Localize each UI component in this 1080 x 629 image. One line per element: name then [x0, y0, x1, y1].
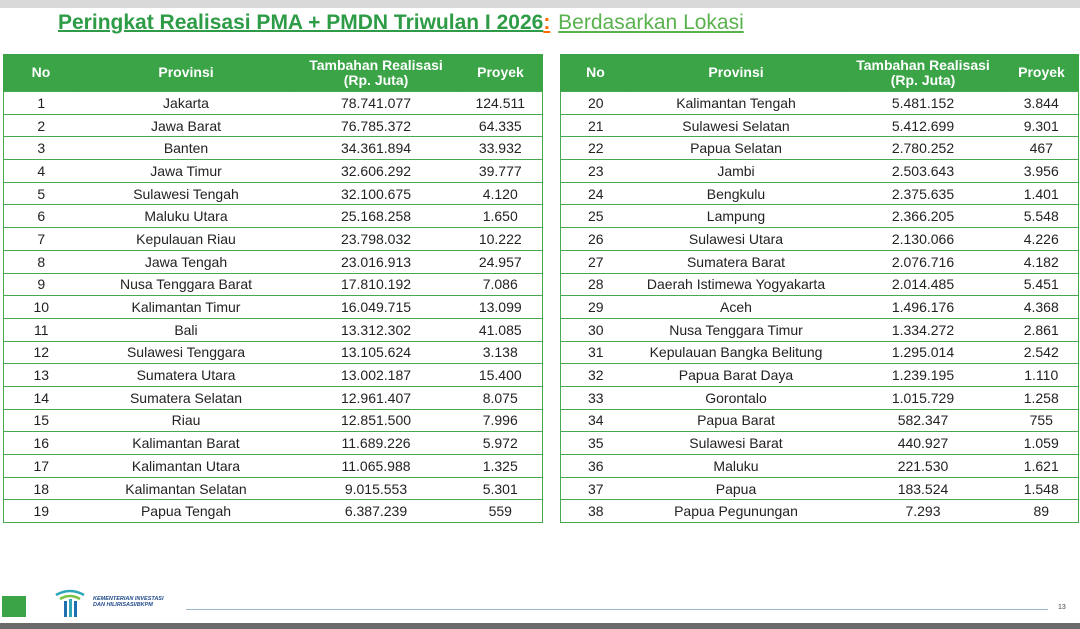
table-row	[4, 432, 543, 455]
cell-proyek: 3.138	[459, 341, 543, 364]
cell-no: 28	[561, 273, 631, 296]
table-row	[4, 364, 543, 387]
cell-provinsi: Papua Selatan	[631, 137, 842, 160]
cell-no: 18	[4, 477, 79, 500]
cell-proyek: 124.511	[459, 92, 543, 115]
cell-provinsi: Kalimantan Barat	[79, 432, 294, 455]
cell-proyek: 9.301	[1005, 114, 1079, 137]
table-row	[4, 182, 543, 205]
cell-provinsi: Sulawesi Utara	[631, 228, 842, 251]
cell-provinsi: Lampung	[631, 205, 842, 228]
page-number: 13	[1058, 604, 1066, 611]
cell-provinsi: Sulawesi Tenggara	[79, 341, 294, 364]
cell-realisasi: 1.239.195	[842, 364, 1005, 387]
slide-title	[58, 11, 744, 35]
table-header-row	[4, 54, 543, 92]
cell-realisasi: 2.366.205	[842, 205, 1005, 228]
cell-proyek: 41.085	[459, 318, 543, 341]
table-row	[561, 160, 1079, 183]
cell-provinsi: Kepulauan Riau	[79, 228, 294, 251]
cell-proyek: 4.226	[1005, 228, 1079, 251]
table-row	[4, 250, 543, 273]
cell-realisasi: 13.105.624	[294, 341, 459, 364]
cell-no: 24	[561, 182, 631, 205]
cell-no: 23	[561, 160, 631, 183]
cell-provinsi: Bengkulu	[631, 182, 842, 205]
cell-no: 12	[4, 341, 79, 364]
cell-proyek: 7.086	[459, 273, 543, 296]
table-row	[561, 296, 1079, 319]
table-row	[561, 455, 1079, 478]
cell-provinsi: Maluku Utara	[79, 205, 294, 228]
table-row	[561, 432, 1079, 455]
cell-no: 35	[561, 432, 631, 455]
cell-proyek: 559	[459, 500, 543, 523]
logo-text-line2: DAN HILIRISASI/BKPM	[93, 602, 153, 608]
cell-no: 3	[4, 137, 79, 160]
cell-realisasi: 1.015.729	[842, 386, 1005, 409]
cell-provinsi: Sumatera Utara	[79, 364, 294, 387]
cell-proyek: 64.335	[459, 114, 543, 137]
table-row	[4, 137, 543, 160]
cell-realisasi: 25.168.258	[294, 205, 459, 228]
cell-realisasi: 16.049.715	[294, 296, 459, 319]
ranking-table-right	[560, 54, 1079, 523]
table-row	[4, 205, 543, 228]
table-row	[561, 92, 1079, 115]
table-row	[561, 500, 1079, 523]
footer-green-square	[2, 596, 26, 617]
table-row	[561, 273, 1079, 296]
cell-proyek: 4.120	[459, 182, 543, 205]
cell-no: 1	[4, 92, 79, 115]
cell-no: 17	[4, 455, 79, 478]
cell-no: 31	[561, 341, 631, 364]
cell-provinsi: Papua	[631, 477, 842, 500]
cell-proyek: 1.325	[459, 455, 543, 478]
table-row	[4, 92, 543, 115]
header-realisasi	[842, 54, 1005, 92]
cell-provinsi: Jakarta	[79, 92, 294, 115]
cell-realisasi: 6.387.239	[294, 500, 459, 523]
cell-realisasi: 13.002.187	[294, 364, 459, 387]
title-subtitle: Berdasarkan Lokasi	[558, 11, 744, 34]
header-proyek: Proyek	[459, 54, 543, 92]
cell-realisasi: 78.741.077	[294, 92, 459, 115]
cell-provinsi: Jambi	[631, 160, 842, 183]
cell-realisasi: 2.076.716	[842, 250, 1005, 273]
cell-proyek: 5.548	[1005, 205, 1079, 228]
title-separator: :	[543, 11, 551, 34]
header-realisasi-line1: Tambahan Realisasi	[856, 56, 990, 73]
table-row	[4, 455, 543, 478]
cell-no: 10	[4, 296, 79, 319]
cell-provinsi: Sumatera Selatan	[79, 386, 294, 409]
cell-realisasi: 2.130.066	[842, 228, 1005, 251]
header-realisasi	[294, 54, 459, 92]
cell-realisasi: 2.780.252	[842, 137, 1005, 160]
cell-provinsi: Jawa Barat	[79, 114, 294, 137]
cell-provinsi: Gorontalo	[631, 386, 842, 409]
table-row	[561, 182, 1079, 205]
cell-proyek: 3.956	[1005, 160, 1079, 183]
cell-provinsi: Bali	[79, 318, 294, 341]
cell-proyek: 5.972	[459, 432, 543, 455]
cell-realisasi: 76.785.372	[294, 114, 459, 137]
cell-no: 30	[561, 318, 631, 341]
cell-realisasi: 11.689.226	[294, 432, 459, 455]
cell-realisasi: 7.293	[842, 500, 1005, 523]
cell-no: 33	[561, 386, 631, 409]
cell-no: 25	[561, 205, 631, 228]
cell-realisasi: 440.927	[842, 432, 1005, 455]
cell-realisasi: 9.015.553	[294, 477, 459, 500]
table-row	[561, 205, 1079, 228]
table-row	[4, 409, 543, 432]
cell-realisasi: 2.375.635	[842, 182, 1005, 205]
cell-realisasi: 32.606.292	[294, 160, 459, 183]
cell-provinsi: Kepulauan Bangka Belitung	[631, 341, 842, 364]
cell-realisasi: 5.481.152	[842, 92, 1005, 115]
cell-proyek: 4.182	[1005, 250, 1079, 273]
table-row	[561, 386, 1079, 409]
cell-provinsi: Kalimantan Tengah	[631, 92, 842, 115]
table-row	[561, 137, 1079, 160]
header-provinsi: Provinsi	[631, 54, 842, 92]
ministry-logo-icon	[52, 589, 88, 619]
table-row	[4, 477, 543, 500]
table-row	[4, 160, 543, 183]
cell-realisasi: 13.312.302	[294, 318, 459, 341]
footer-divider	[186, 609, 1048, 610]
logo-text	[93, 596, 164, 608]
cell-no: 19	[4, 500, 79, 523]
logo-text-line1: KEMENTERIAN INVESTASI	[93, 596, 164, 602]
cell-proyek: 8.075	[459, 386, 543, 409]
cell-proyek: 1.650	[459, 205, 543, 228]
cell-provinsi: Papua Tengah	[79, 500, 294, 523]
cell-no: 26	[561, 228, 631, 251]
table-row	[4, 228, 543, 251]
cell-realisasi: 2.503.643	[842, 160, 1005, 183]
cell-provinsi: Banten	[79, 137, 294, 160]
cell-provinsi: Sulawesi Selatan	[631, 114, 842, 137]
header-realisasi-line1: Tambahan Realisasi	[309, 56, 443, 73]
cell-proyek: 1.258	[1005, 386, 1079, 409]
header-no: No	[4, 54, 79, 92]
cell-no: 13	[4, 364, 79, 387]
cell-no: 21	[561, 114, 631, 137]
cell-provinsi: Kalimantan Timur	[79, 296, 294, 319]
table-row	[561, 228, 1079, 251]
cell-realisasi: 1.295.014	[842, 341, 1005, 364]
table-header-row	[561, 54, 1079, 92]
cell-no: 11	[4, 318, 79, 341]
cell-realisasi: 34.361.894	[294, 137, 459, 160]
cell-proyek: 1.621	[1005, 455, 1079, 478]
cell-no: 27	[561, 250, 631, 273]
cell-provinsi: Nusa Tenggara Timur	[631, 318, 842, 341]
cell-proyek: 24.957	[459, 250, 543, 273]
cell-proyek: 33.932	[459, 137, 543, 160]
table-row	[4, 114, 543, 137]
cell-no: 22	[561, 137, 631, 160]
cell-provinsi: Kalimantan Selatan	[79, 477, 294, 500]
cell-no: 7	[4, 228, 79, 251]
cell-no: 38	[561, 500, 631, 523]
cell-provinsi: Papua Barat Daya	[631, 364, 842, 387]
cell-no: 16	[4, 432, 79, 455]
cell-proyek: 10.222	[459, 228, 543, 251]
cell-proyek: 39.777	[459, 160, 543, 183]
cell-realisasi: 23.798.032	[294, 228, 459, 251]
cell-provinsi: Jawa Timur	[79, 160, 294, 183]
cell-no: 5	[4, 182, 79, 205]
cell-proyek: 5.301	[459, 477, 543, 500]
table-row	[561, 341, 1079, 364]
cell-no: 9	[4, 273, 79, 296]
cell-proyek: 7.996	[459, 409, 543, 432]
cell-proyek: 467	[1005, 137, 1079, 160]
cell-no: 36	[561, 455, 631, 478]
cell-proyek: 1.110	[1005, 364, 1079, 387]
cell-realisasi: 32.100.675	[294, 182, 459, 205]
cell-no: 29	[561, 296, 631, 319]
cell-proyek: 1.548	[1005, 477, 1079, 500]
cell-proyek: 1.401	[1005, 182, 1079, 205]
cell-no: 20	[561, 92, 631, 115]
cell-realisasi: 183.524	[842, 477, 1005, 500]
cell-realisasi: 221.530	[842, 455, 1005, 478]
cell-provinsi: Daerah Istimewa Yogyakarta	[631, 273, 842, 296]
table-row	[4, 386, 543, 409]
cell-proyek: 3.844	[1005, 92, 1079, 115]
cell-provinsi: Papua Barat	[631, 409, 842, 432]
cell-no: 14	[4, 386, 79, 409]
cell-provinsi: Maluku	[631, 455, 842, 478]
header-realisasi-line2: (Rp. Juta)	[343, 71, 409, 88]
cell-no: 4	[4, 160, 79, 183]
cell-realisasi: 5.412.699	[842, 114, 1005, 137]
cell-proyek: 89	[1005, 500, 1079, 523]
cell-realisasi: 17.810.192	[294, 273, 459, 296]
cell-proyek: 5.451	[1005, 273, 1079, 296]
table-row	[561, 318, 1079, 341]
header-no: No	[561, 54, 631, 92]
cell-realisasi: 1.496.176	[842, 296, 1005, 319]
cell-provinsi: Sulawesi Barat	[631, 432, 842, 455]
cell-proyek: 15.400	[459, 364, 543, 387]
cell-no: 37	[561, 477, 631, 500]
cell-provinsi: Kalimantan Utara	[79, 455, 294, 478]
title-main: Peringkat Realisasi PMA + PMDN Triwulan I 2026	[58, 11, 544, 34]
header-proyek: Proyek	[1005, 54, 1079, 92]
table-row	[4, 296, 543, 319]
cell-provinsi: Nusa Tenggara Barat	[79, 273, 294, 296]
cell-proyek: 13.099	[459, 296, 543, 319]
cell-provinsi: Jawa Tengah	[79, 250, 294, 273]
cell-no: 6	[4, 205, 79, 228]
table-row	[561, 477, 1079, 500]
cell-proyek: 2.542	[1005, 341, 1079, 364]
table-row	[4, 341, 543, 364]
cell-proyek: 1.059	[1005, 432, 1079, 455]
table-row	[561, 364, 1079, 387]
header-provinsi: Provinsi	[79, 54, 294, 92]
cell-proyek: 4.368	[1005, 296, 1079, 319]
table-row	[561, 114, 1079, 137]
cell-realisasi: 582.347	[842, 409, 1005, 432]
cell-realisasi: 12.961.407	[294, 386, 459, 409]
cell-no: 32	[561, 364, 631, 387]
table-row	[4, 273, 543, 296]
ranking-table-left	[3, 54, 543, 523]
cell-proyek: 755	[1005, 409, 1079, 432]
cell-provinsi: Aceh	[631, 296, 842, 319]
table-row	[4, 318, 543, 341]
cell-realisasi: 1.334.272	[842, 318, 1005, 341]
cell-no: 8	[4, 250, 79, 273]
cell-no: 34	[561, 409, 631, 432]
cell-provinsi: Sumatera Barat	[631, 250, 842, 273]
cell-provinsi: Papua Pegunungan	[631, 500, 842, 523]
cell-provinsi: Sulawesi Tengah	[79, 182, 294, 205]
cell-realisasi: 11.065.988	[294, 455, 459, 478]
cell-no: 15	[4, 409, 79, 432]
table-row	[561, 250, 1079, 273]
table-row	[4, 500, 543, 523]
cell-proyek: 2.861	[1005, 318, 1079, 341]
cell-no: 2	[4, 114, 79, 137]
header-realisasi-line2: (Rp. Juta)	[890, 71, 956, 88]
cell-realisasi: 23.016.913	[294, 250, 459, 273]
cell-realisasi: 12.851.500	[294, 409, 459, 432]
cell-provinsi: Riau	[79, 409, 294, 432]
table-row	[561, 409, 1079, 432]
cell-realisasi: 2.014.485	[842, 273, 1005, 296]
